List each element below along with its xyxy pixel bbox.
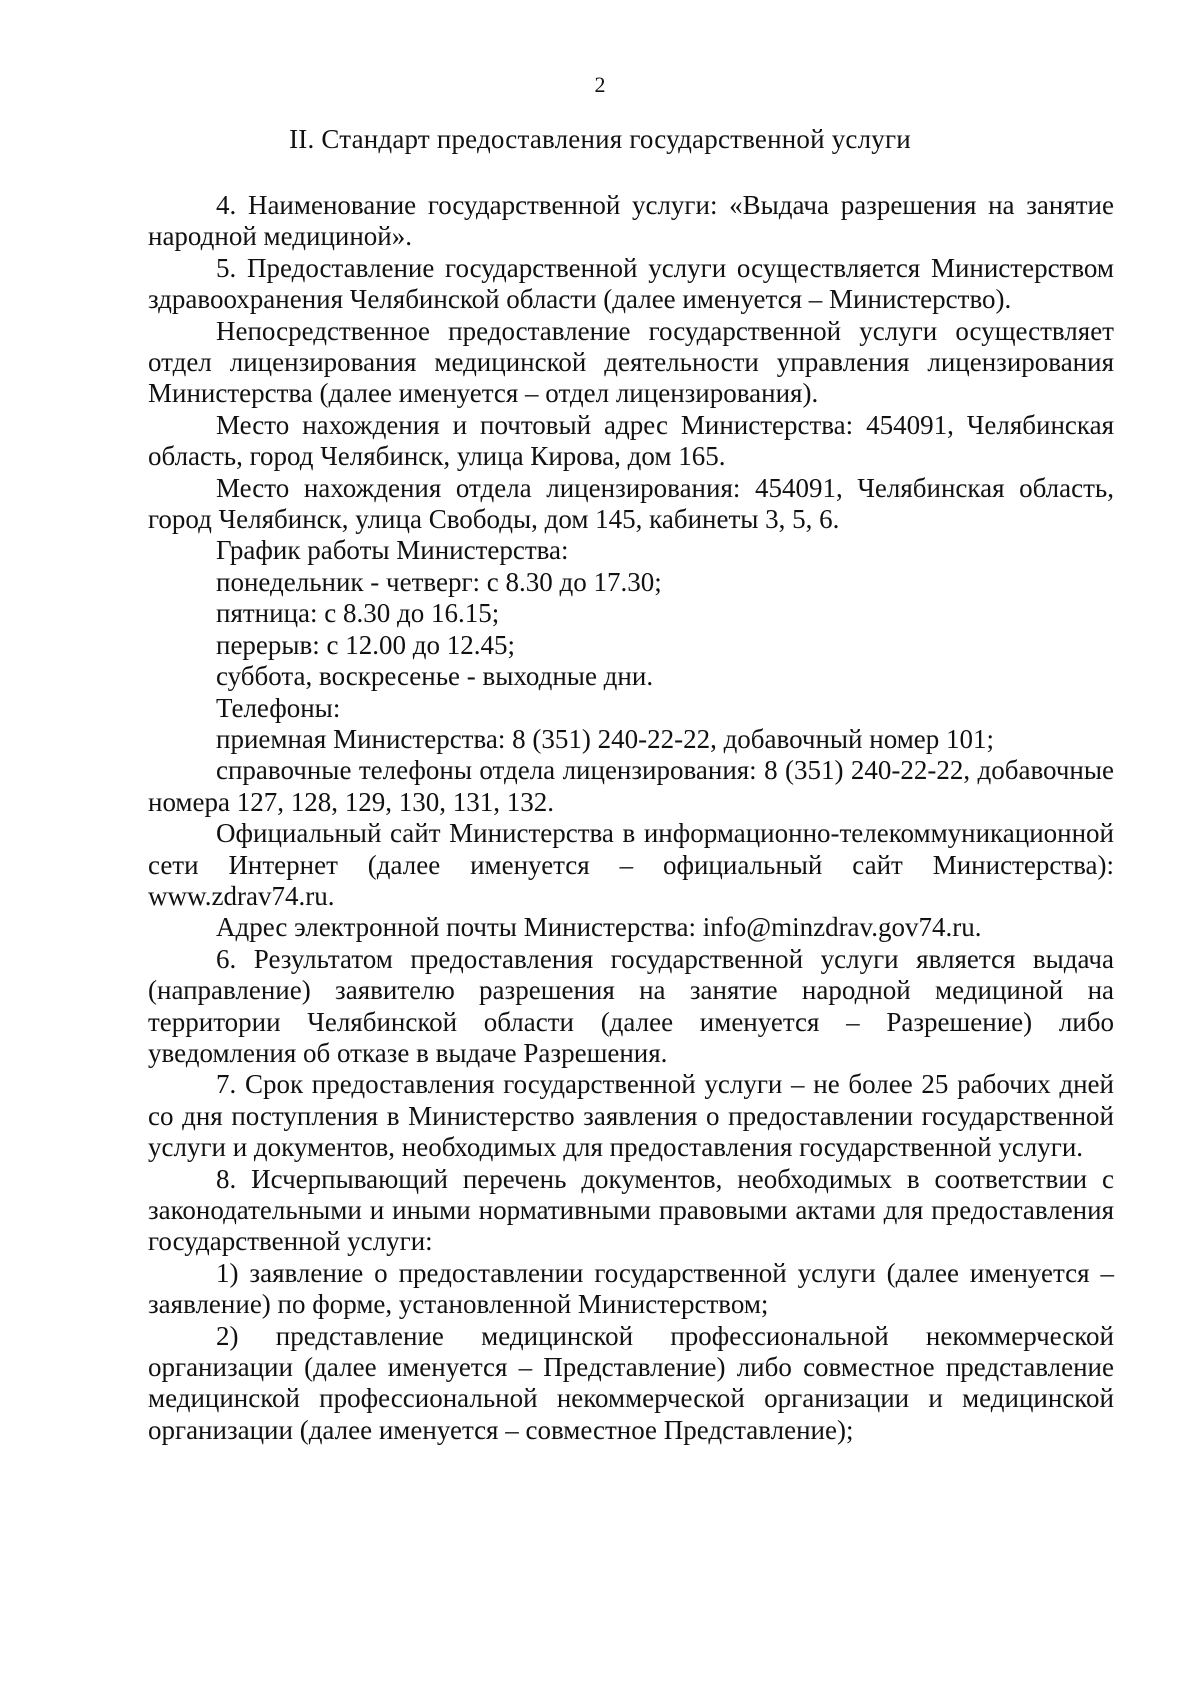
list-item-2: 2) представление медицинской профессиональной некоммерческой организации (далее именуется – Представление) либо совместное представление медицинской профессиональной некоммерческой организации и медицинской организации (далее именуется – совместное Представление); (148, 1320, 1114, 1445)
paragraph-item-4: 4. Наименование государственной услуги: «Выдача разрешения на занятие народной медициной». (148, 190, 1114, 252)
paragraph-official-site: Официальный сайт Министерства в информационно-телекоммуникационной сети Интернет (далее именуется – официальный сайт Министерства): www.zdrav74.ru. (148, 818, 1114, 911)
schedule-break: перерыв: с 12.00 до 12.45; (216, 629, 516, 660)
document-body (148, 190, 1114, 1446)
paragraph-email: Адрес электронной почты Министерства: info@minzdrav.gov74.ru. (216, 912, 982, 943)
paragraph-item-8: 8. Исчерпывающий перечень документов, необходимых в соответствии с законодательными и иными нормативными правовыми актами для предоставления государственной услуги: (148, 1163, 1114, 1257)
section-title: II. Стандарт предоставления государственной услуги (289, 124, 911, 154)
phones-heading: Телефоны: (216, 692, 341, 723)
schedule-heading: График работы Министерства: (216, 535, 569, 566)
schedule-mon-thu: понедельник - четверг: с 8.30 до 17.30; (216, 566, 662, 597)
paragraph-item-6: 6. Результатом предоставления государственной услуги является выдача (направление) заявителю разрешения на занятие народной медициной на территории Челябинской области (далее именуется – Разрешение) либо уведомления об отказе в выдаче Разрешения. (148, 943, 1114, 1068)
schedule-weekend: суббота, воскресенье - выходные дни. (216, 661, 654, 692)
page-number: 2 (594, 72, 606, 97)
paragraph-item-5: 5. Предоставление государственной услуги осуществляется Министерством здравоохранения Челябинской области (далее именуется – Министерство). (148, 252, 1114, 315)
paragraph-ministry-address: Место нахождения и почтовый адрес Министерства: 454091, Челябинская область, город Челябинск, улица Кирова, дом 165. (148, 409, 1114, 472)
list-item-1: 1) заявление о предоставлении государственной услуги (далее именуется – заявление) по форме, установленной Министерством; (148, 1257, 1114, 1320)
paragraph-licensing-address: Место нахождения отдела лицензирования: 454091, Челябинская область, город Челябинск, улица Свободы, дом 145, кабинеты 3, 5, 6. (148, 472, 1114, 535)
paragraph-direct-provider: Непосредственное предоставление государственной услуги осуществляет отдел лицензирования медицинской деятельности управления лицензирования Министерства (далее именуется – отдел лицензирования). (148, 315, 1114, 409)
phone-reference: справочные телефоны отдела лицензирования: 8 (351) 240-22-22, добавочные номера 127, 128, 129, 130, 131, 132. (148, 755, 1114, 817)
paragraph-item-7: 7. Срок предоставления государственной услуги – не более 25 рабочих дней со дня поступления в Министерство заявления о предоставлении государственной услуги и документов, необходимых для предоставления государственной услуги. (148, 1069, 1114, 1163)
schedule-fri: пятница: с 8.30 до 16.15; (216, 598, 500, 629)
phone-reception: приемная Министерства: 8 (351) 240-22-22, добавочный номер 101; (216, 723, 995, 754)
